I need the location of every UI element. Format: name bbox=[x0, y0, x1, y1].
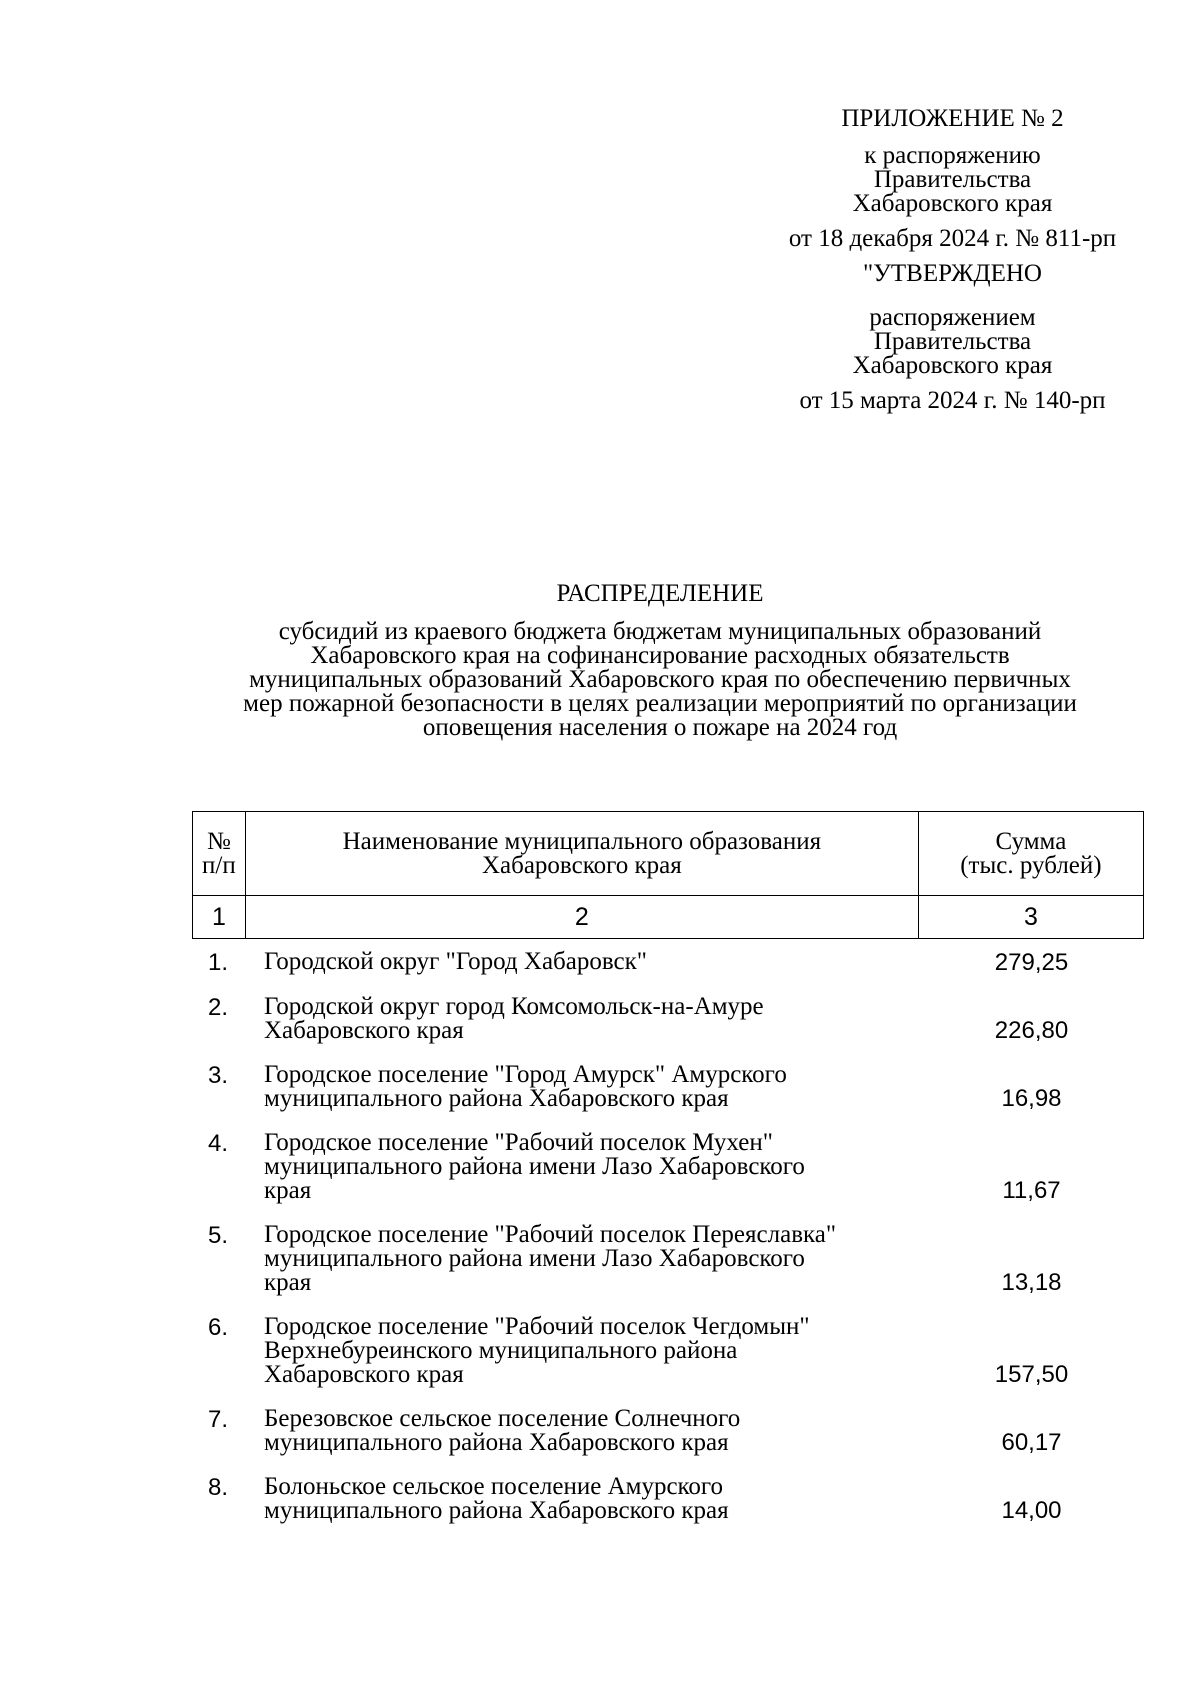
table-row bbox=[192, 1315, 1144, 1387]
table-row bbox=[192, 1475, 1144, 1523]
title-line: Хабаровского края на софинансирование расходных обязательств bbox=[310, 642, 1010, 669]
table-row bbox=[192, 950, 1144, 975]
row-name-line: Городское поселение "Рабочий поселок Мухен" bbox=[264, 1129, 773, 1156]
header-num-line: п/п bbox=[202, 851, 236, 879]
column-number: 2 bbox=[245, 896, 918, 939]
row-name-line: муниципального района имени Лазо Хабаровского bbox=[264, 1153, 805, 1180]
row-number: 7. bbox=[207, 1406, 228, 1433]
row-sum-value: 11,67 bbox=[1002, 1177, 1061, 1204]
row-name bbox=[244, 1407, 919, 1455]
row-name bbox=[244, 950, 919, 975]
header-name bbox=[245, 812, 918, 896]
row-name-line: муниципального района Хабаровского края bbox=[264, 1085, 729, 1112]
row-name-line: Городское поселение "Рабочий поселок Чегдомын" bbox=[264, 1313, 810, 1340]
appendix-line: Хабаровского края bbox=[852, 190, 1053, 217]
row-number: 4. bbox=[207, 1130, 228, 1157]
row-number: 6. bbox=[207, 1314, 228, 1341]
header-sum-line: Сумма bbox=[995, 827, 1067, 855]
appendix-block bbox=[745, 107, 1160, 413]
row-sum bbox=[919, 1223, 1144, 1295]
row-number: 3. bbox=[207, 1062, 228, 1089]
appendix-line: Правительства bbox=[873, 166, 1032, 193]
header-sum-line: (тыс. рублей) bbox=[960, 851, 1102, 879]
row-name-line: края bbox=[264, 1177, 312, 1204]
table-body bbox=[192, 950, 1144, 1543]
row-name bbox=[244, 1063, 919, 1111]
table-header bbox=[192, 811, 1144, 939]
row-sum bbox=[919, 1315, 1144, 1387]
table-row bbox=[192, 1131, 1144, 1203]
row-sum-value: 226,80 bbox=[994, 1017, 1069, 1044]
header-row bbox=[193, 812, 1144, 896]
column-number-row bbox=[193, 896, 1144, 939]
approved-line: Правительства bbox=[873, 328, 1032, 355]
table-row bbox=[192, 1063, 1144, 1111]
row-sum bbox=[919, 995, 1144, 1043]
title-heading: РАСПРЕДЕЛЕНИЕ bbox=[556, 580, 764, 607]
row-sum-value: 13,18 bbox=[1001, 1269, 1062, 1296]
row-sum bbox=[919, 1131, 1144, 1203]
row-sum-value: 16,98 bbox=[1001, 1085, 1062, 1112]
header-num-line: № bbox=[206, 827, 231, 855]
approved-label: "УТВЕРЖДЕНО bbox=[863, 260, 1042, 287]
row-name-line: Березовское сельское поселение Солнечного bbox=[264, 1405, 741, 1432]
header-sum bbox=[918, 812, 1143, 896]
row-name-line: Хабаровского края bbox=[264, 1017, 464, 1044]
table-row bbox=[192, 1407, 1144, 1455]
row-sum-value: 14,00 bbox=[1001, 1497, 1062, 1524]
row-name bbox=[244, 995, 919, 1043]
row-name-line: Городское поселение "Рабочий поселок Переяславка" bbox=[264, 1221, 837, 1248]
row-number: 8. bbox=[207, 1474, 228, 1501]
row-name bbox=[244, 1131, 919, 1203]
row-name bbox=[244, 1315, 919, 1387]
row-sum bbox=[919, 950, 1144, 975]
appendix-number: ПРИЛОЖЕНИЕ № 2 bbox=[841, 105, 1064, 132]
header-name-line: Хабаровского края bbox=[481, 851, 682, 879]
row-name-line: муниципального района Хабаровского края bbox=[264, 1429, 729, 1456]
row-name-line: Городской округ город Комсомольск-на-Амуре bbox=[264, 993, 764, 1020]
appendix-date: от 18 декабря 2024 г. № 811-рп bbox=[788, 225, 1117, 252]
row-name-line: муниципального района Хабаровского края bbox=[264, 1497, 729, 1524]
row-number: 5. bbox=[207, 1222, 228, 1249]
row-sum bbox=[919, 1475, 1144, 1523]
row-name bbox=[244, 1223, 919, 1295]
row-sum-value: 60,17 bbox=[1001, 1429, 1062, 1456]
column-number: 3 bbox=[918, 896, 1143, 939]
table-row bbox=[192, 1223, 1144, 1295]
row-number: 2. bbox=[207, 994, 228, 1021]
document-title bbox=[170, 582, 1150, 740]
appendix-line: к распоряжению bbox=[864, 142, 1041, 169]
approved-date: от 15 марта 2024 г. № 140-рп bbox=[799, 387, 1106, 414]
row-name-line: края bbox=[264, 1269, 312, 1296]
row-sum-value: 157,50 bbox=[994, 1361, 1069, 1388]
approved-line: распоряжением bbox=[869, 304, 1036, 331]
row-name-line: Болоньское сельское поселение Амурского bbox=[264, 1473, 724, 1500]
title-line: оповещения населения о пожаре на 2024 год bbox=[422, 714, 898, 741]
approved-line: Хабаровского края bbox=[852, 352, 1053, 379]
row-name-line: Городское поселение "Город Амурск" Амурского bbox=[264, 1061, 787, 1088]
row-name-line: Хабаровского края bbox=[264, 1361, 464, 1388]
table-row bbox=[192, 995, 1144, 1043]
row-name-line: Городской округ "Город Хабаровск" bbox=[264, 948, 647, 975]
row-name bbox=[244, 1475, 919, 1523]
title-line: муниципальных образований Хабаровского края по обеспечению первичных bbox=[249, 666, 1071, 693]
title-line: субсидий из краевого бюджета бюджетам муниципальных образований bbox=[278, 618, 1042, 645]
column-number: 1 bbox=[193, 896, 246, 939]
row-name-line: Верхнебуреинского муниципального района bbox=[264, 1337, 738, 1364]
title-line: мер пожарной безопасности в целях реализации мероприятий по организации bbox=[243, 690, 1077, 717]
row-number: 1. bbox=[207, 949, 228, 976]
header-num bbox=[193, 812, 246, 896]
row-sum bbox=[919, 1407, 1144, 1455]
header-name-line: Наименование муниципального образования bbox=[342, 827, 822, 855]
row-sum bbox=[919, 1063, 1144, 1111]
row-name-line: муниципального района имени Лазо Хабаровского bbox=[264, 1245, 805, 1272]
row-sum-value: 279,25 bbox=[994, 949, 1069, 976]
